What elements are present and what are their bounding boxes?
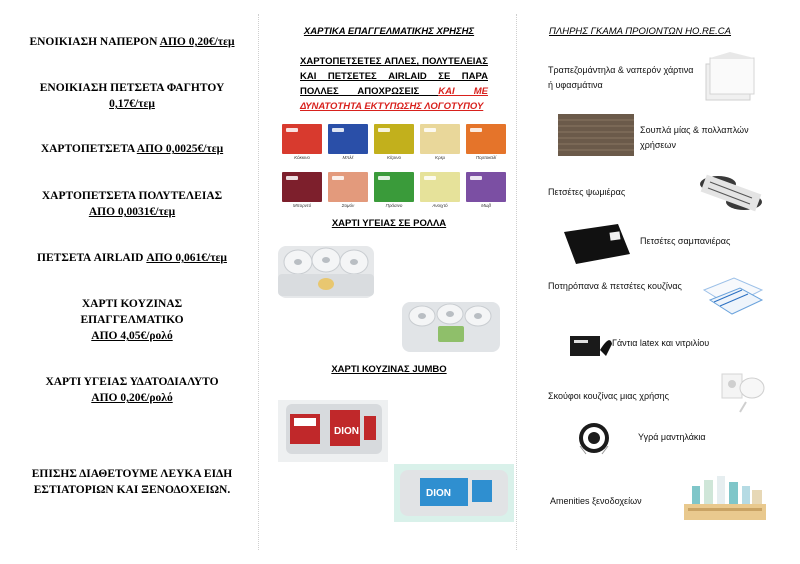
champagne-napkin-image <box>560 222 640 266</box>
intro-text: ΧΑΡΤΟΠΕΤΣΕΤΕΣ ΑΠΛΕΣ, ΠΟΛΥΤΕΛΕΙΑΣ ΚΑΙ ΠΕΤΣΕΤΕΣ AIRLAID ΣΕ ΠΑΡΑ ΠΟΛΛΕΣ ΑΠΟΧΡΩΣΕΙΣ ΚΑΙ ΜΕ ΔΥΝΑΤΟΤΗΤΑ ΕΚΤΥΠΩΣΗΣ ΛΟΓΟΤΥΠΟΥ <box>300 56 488 112</box>
item-chef-caps: Σκούφοι κουζίνας μιας χρήσης <box>548 391 670 401</box>
napkin-color-label: Κρεμ <box>434 155 446 160</box>
napkin-pack-tag <box>378 176 390 180</box>
napkin-color-label: Πράσινο <box>385 203 403 208</box>
column-divider-right <box>516 14 517 550</box>
placemat-image <box>556 112 636 158</box>
price-item-kitchen-paper: ΧΑΡΤΙ ΚΟΥΖΙΝΑΣ ΕΠΑΓΓΕΛΜΑΤΙΚΟ ΑΠΟ 4,05€/ρολό <box>80 298 184 342</box>
napkin-color-label: Μωβ <box>481 203 491 208</box>
kitchen-towel-image <box>700 276 766 316</box>
item-wet-wipes: Υγρά μαντηλάκια <box>638 432 706 442</box>
napkin-pack-tag <box>470 176 482 180</box>
price-item-luxury-napkin: ΧΑΡΤΟΠΕΤΣΕΤΑ ΠΟΛΥΤΕΛΕΙΑΣ ΑΠΟ 0,0031€/τεμ <box>41 190 223 218</box>
brand-label: DION <box>334 426 359 437</box>
wet-wipes-image <box>576 420 612 456</box>
napkin-color-label: Κίτρινο <box>386 155 401 160</box>
napkin-pack <box>282 124 322 154</box>
napkin-color-label: Μπορντό <box>292 203 312 208</box>
toilet-pack-large <box>278 246 374 298</box>
napkin-pack <box>374 124 414 154</box>
gloves-box-image <box>566 330 616 360</box>
price-item-paper-napkin: ΧΑΡΤΟΠΕΤΣΕΤΑ ΑΠΟ 0,0025€/τεμ <box>40 143 224 155</box>
napkin-pack <box>420 124 460 154</box>
horeca-title: ΠΛΗΡΗΣ ΓΚΑΜΑ ΠΡΟΙΟΝΤΩΝ HO.RE.CA <box>548 26 732 37</box>
napkin-pack <box>374 172 414 202</box>
item-amenities: Amenities ξενοδοχείων <box>550 496 642 506</box>
napkin-pack <box>466 172 506 202</box>
napkin-pack-tag <box>286 128 298 132</box>
napkin-pack-tag <box>332 176 344 180</box>
item-tablecloths: Τραπεζομάντηλα & ναπερόν χάρτινα ή υφασμάτινα <box>548 65 694 90</box>
item-placemats: Σουπλά μίας & πολλαπλών χρήσεων <box>640 125 749 150</box>
napkin-pack-tag <box>286 176 298 180</box>
kitchen-roll-pack-bottom <box>394 464 514 522</box>
napkin-pack <box>328 124 368 154</box>
napkin-pack <box>466 124 506 154</box>
napkin-color-label: Πορτοκαλί <box>475 155 497 160</box>
price-item-napkin-rental: ΕΝΟΙΚΙΑΣΗ ΝΑΠΕΡΟΝ ΑΠΟ 0,20€/τεμ <box>29 36 235 48</box>
disposable-cap-image <box>720 368 768 416</box>
item-champagne-napkins: Πετσέτες σαμπανιέρας <box>640 236 731 246</box>
napkin-color-label: Σομόν <box>341 203 355 208</box>
column-divider-left <box>258 14 259 550</box>
tablecloth-image <box>700 50 758 104</box>
napkin-pack <box>328 172 368 202</box>
bread-basket-napkin-image <box>696 170 766 216</box>
section-title: ΧΑΡΤΙΚΑ ΕΠΑΓΓΕΛΜΑΤΙΚΗΣ ΧΡΗΣΗΣ <box>303 26 475 37</box>
napkin-pack-tag <box>424 176 436 180</box>
toilet-paper-title: ΧΑΡΤΙ ΥΓΕΙΑΣ ΣΕ ΡΟΛΛΑ <box>331 218 447 229</box>
item-bread-napkins: Πετσέτες ψωμιέρας <box>548 187 626 197</box>
toilet-roll-packs-image <box>276 240 508 356</box>
napkin-color-label: Κόκκινο <box>294 155 310 160</box>
amenities-image <box>680 464 770 524</box>
napkin-pack <box>282 172 322 202</box>
price-item-towel-rental: ΕΝΟΙΚΙΑΣΗ ΠΕΤΣΕΤΑ ΦΑΓΗΤΟΥ 0,17€/τεμ <box>39 82 225 110</box>
napkin-color-label: Ανοιχτό <box>432 203 448 208</box>
napkin-pack-tag <box>424 128 436 132</box>
note-white-goods: ΕΠΙΣΗΣ ΔΙΑΘΕΤΟΥΜΕ ΛΕΥΚΑ ΕΙΔΗ ΕΣΤΙΑΤΟΡΙΩΝ ΚΑΙ ΞΕΝΟΔΟΧΕΙΩΝ. <box>31 468 233 496</box>
jumbo-kitchen-roll-image <box>276 396 516 524</box>
napkin-pack-tag <box>470 128 482 132</box>
napkin-pack-tag <box>332 128 344 132</box>
napkin-pack <box>420 172 460 202</box>
napkin-pack-tag <box>378 128 390 132</box>
brand-label-2: DION <box>426 488 451 499</box>
price-item-toilet-paper: ΧΑΡΤΙ ΥΓΕΙΑΣ ΥΔΑΤΟΔΙΑΛΥΤΟ ΑΠΟ 0,20€/ρολό <box>45 376 219 404</box>
toilet-pack-small <box>402 302 500 352</box>
item-glass-cloths: Ποτηρόπανα & πετσέτες κουζίνας <box>548 281 682 291</box>
kitchen-roll-pack-top <box>278 400 388 462</box>
napkin-color-label: Μπλέ <box>342 155 354 160</box>
item-gloves: Γάντια latex και νιτριλίου <box>612 338 710 348</box>
price-item-airlaid: ΠΕΤΣΕΤΑ AIRLAID ΑΠΟ 0,061€/τεμ <box>37 252 227 264</box>
kitchen-roll-title: ΧΑΡΤΙ ΚΟΥΖΙΝΑΣ JUMBO <box>331 364 447 375</box>
